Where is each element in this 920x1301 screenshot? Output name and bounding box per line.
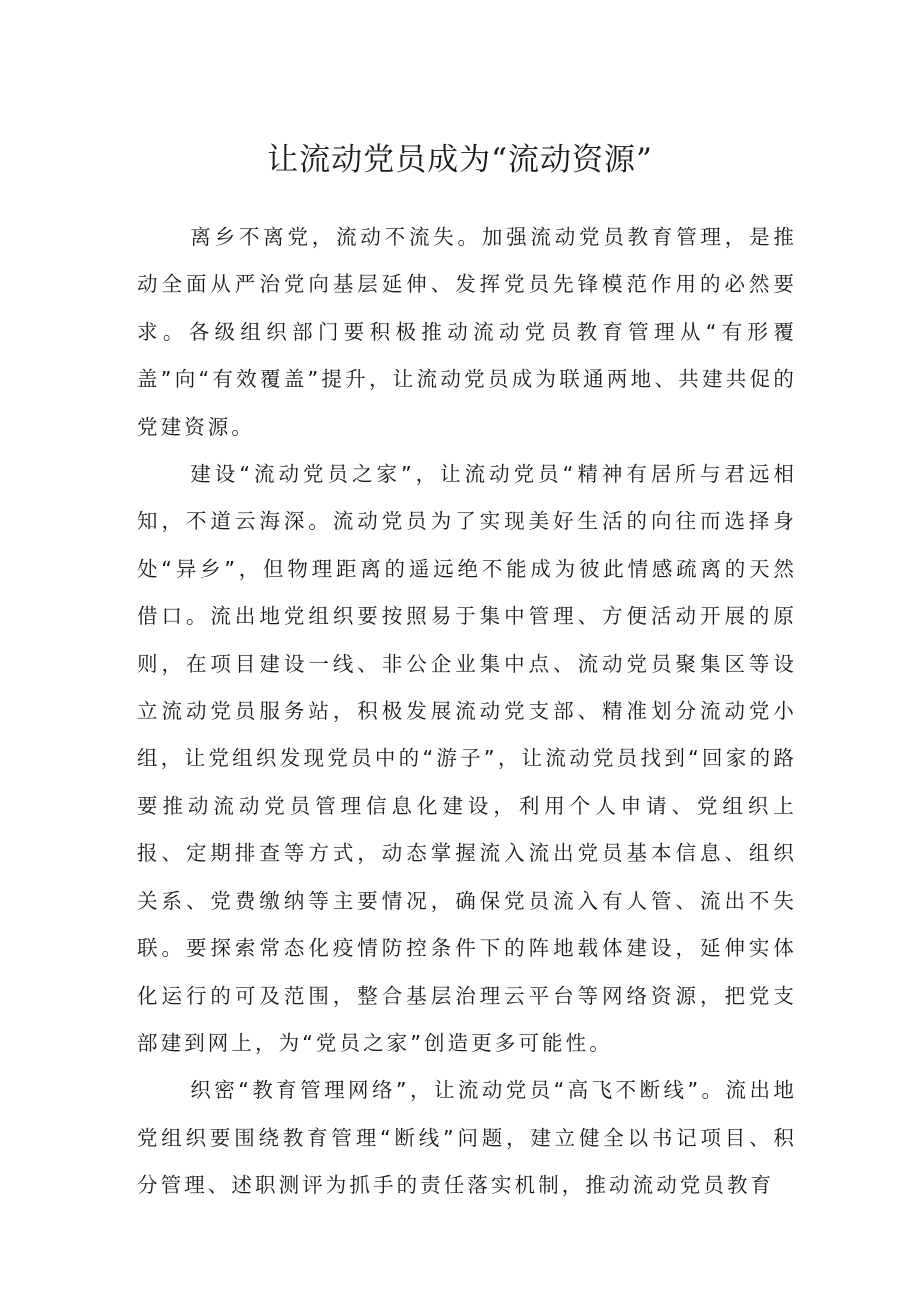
paragraph-1: 离乡不离党，流动不流失。加强流动党员教育管理，是推动全面从严治党向基层延伸、发挥党员先锋模范作用的必然要求。各级组织部门要积极推动流动党员教育管理从“有形覆盖”向“有效覆盖”提升，让流动党员成为联通两地、共建共促的党建资源。 [137,225,797,439]
paragraph-3: 织密“教育管理网络”，让流动党员“高飞不断线”。流出地党组织要围绕教育管理“断线”问题，建立健全以书记项目、积分管理、述职测评为抓手的责任落实机制，推动流动党员教育 [137,1078,797,1198]
document-title: 让流动党员成为“流动资源” [267,142,653,178]
document-body [137,214,797,1210]
paragraph-2: 建设“流动党员之家”，让流动党员“精神有居所与君远相知，不道云海深。流动党员为了实现美好生活的向往而选择身处“异乡”，但物理距离的遥远绝不能成为彼此情感疏离的天然借口。流出地党组织要按照易于集中管理、方便活动开展的原则，在项目建设一线、非公企业集中点、流动党员聚集区等设立流动党员服务站，积极发展流动党支部、精准划分流动党小组，让党组织发现党员中的“游子”，让流动党员找到“回家的路要推动流动党员管理信息化建设，利用个人申请、党组织上报、定期排查等方式，动态掌握流入流出党员基本信息、组织关系、党费缴纳等主要情况，确保党员流入有人管、流出不失联。要探索常态化疫情防控条件下的阵地载体建设，延伸实体化运行的可及范围，整合基层治理云平台等网络资源，把党支部建到网上，为“党员之家”创造更多可能性。 [137,462,797,1055]
